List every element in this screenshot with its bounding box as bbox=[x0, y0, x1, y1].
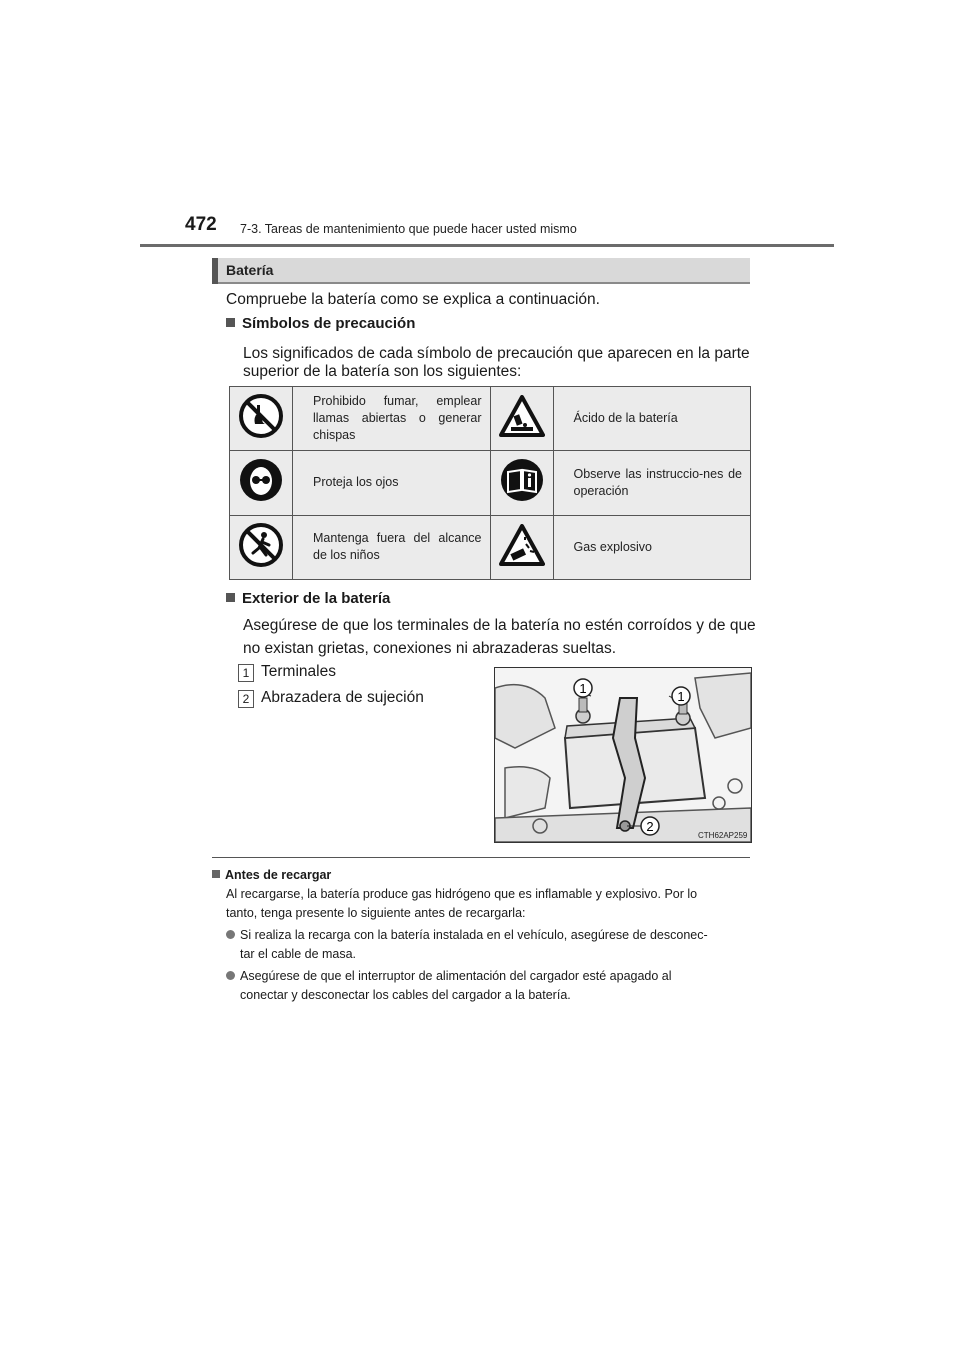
exterior-body-line2: no existan grietas, conexiones ni abrazaderas sueltas. bbox=[243, 640, 617, 657]
symbol-text: Prohibido fumar, emplear llamas abiertas o generar chispas bbox=[293, 387, 491, 451]
symbols-body-line2: superior de la batería son los siguientes: bbox=[243, 363, 522, 380]
section-band-title: Batería bbox=[226, 262, 274, 278]
symbol-cell bbox=[230, 387, 293, 451]
note-item-cont: conectar y desconectar los cables del cargador a la batería. bbox=[240, 988, 571, 1002]
section-band-accent bbox=[212, 258, 218, 284]
header-rule bbox=[140, 244, 834, 247]
symbols-table bbox=[229, 386, 751, 580]
bullet-square-icon bbox=[226, 318, 235, 327]
symbol-text: Ácido de la batería bbox=[553, 387, 751, 451]
battery-acid-icon bbox=[499, 395, 545, 437]
legend-number: 1 bbox=[238, 664, 254, 682]
bullet-square-icon bbox=[212, 870, 220, 878]
table-row bbox=[230, 451, 751, 515]
symbol-cell bbox=[230, 515, 293, 579]
no-smoking-no-flames-icon bbox=[239, 394, 283, 438]
eye-protection-icon bbox=[239, 458, 283, 502]
table-row bbox=[230, 387, 751, 451]
symbol-cell bbox=[490, 451, 553, 515]
keep-away-children-icon bbox=[239, 523, 283, 567]
legend-number: 2 bbox=[238, 690, 254, 708]
intro-text: Compruebe la batería como se explica a continuación. bbox=[226, 291, 600, 308]
note-item: Si realiza la recarga con la batería instalada en el vehículo, asegúrese de desconec- bbox=[226, 926, 708, 945]
note-item-cont: tar el cable de masa. bbox=[240, 947, 357, 961]
figure-code: CTH62AP259 bbox=[698, 831, 748, 840]
symbol-text: Proteja los ojos bbox=[293, 451, 491, 515]
symbol-text: Gas explosivo bbox=[553, 515, 751, 579]
symbols-body-line1: Los significados de cada símbolo de precaución que aparecen en la parte bbox=[243, 345, 750, 362]
callout-label: 2 bbox=[646, 819, 654, 834]
operating-instructions-icon bbox=[500, 458, 544, 502]
symbol-text: Mantenga fuera del alcance de los niños bbox=[293, 515, 491, 579]
callout-label: 1 bbox=[579, 681, 587, 696]
symbol-cell bbox=[490, 387, 553, 451]
battery-illustration bbox=[495, 668, 751, 842]
bullet-square-icon bbox=[226, 593, 235, 602]
table-row bbox=[230, 515, 751, 579]
battery-figure bbox=[494, 667, 752, 843]
note-item: Asegúrese de que el interruptor de alimentación del cargador esté apagado al bbox=[226, 967, 672, 986]
bullet-dot-icon bbox=[226, 971, 235, 980]
section-title: 7-3. Tareas de mantenimiento que puede hacer usted mismo bbox=[240, 222, 577, 236]
bullet-dot-icon bbox=[226, 930, 235, 939]
section-band bbox=[212, 258, 750, 284]
symbols-heading: Símbolos de precaución bbox=[226, 315, 415, 332]
note-heading: Antes de recargar bbox=[212, 866, 331, 885]
exterior-body-line1: Asegúrese de que los terminales de la batería no estén corroídos y de que bbox=[243, 617, 756, 634]
symbol-cell bbox=[490, 515, 553, 579]
legend-label: Abrazadera de sujeción bbox=[261, 689, 424, 706]
callout-label: 1 bbox=[677, 689, 685, 704]
note-divider bbox=[212, 857, 750, 858]
page-number: 472 bbox=[185, 214, 217, 235]
symbol-text: Observe las instruccio-nes de operación bbox=[553, 451, 751, 515]
note-body-line1: Al recargarse, la batería produce gas hidrógeno que es inflamable y explosivo. Por lo bbox=[226, 887, 698, 901]
exterior-heading: Exterior de la batería bbox=[226, 590, 390, 607]
symbol-cell bbox=[230, 451, 293, 515]
note-body-line2: tanto, tenga presente lo siguiente antes de recargarla: bbox=[226, 906, 526, 920]
legend-label: Terminales bbox=[261, 663, 336, 680]
explosive-gas-icon bbox=[499, 524, 545, 566]
